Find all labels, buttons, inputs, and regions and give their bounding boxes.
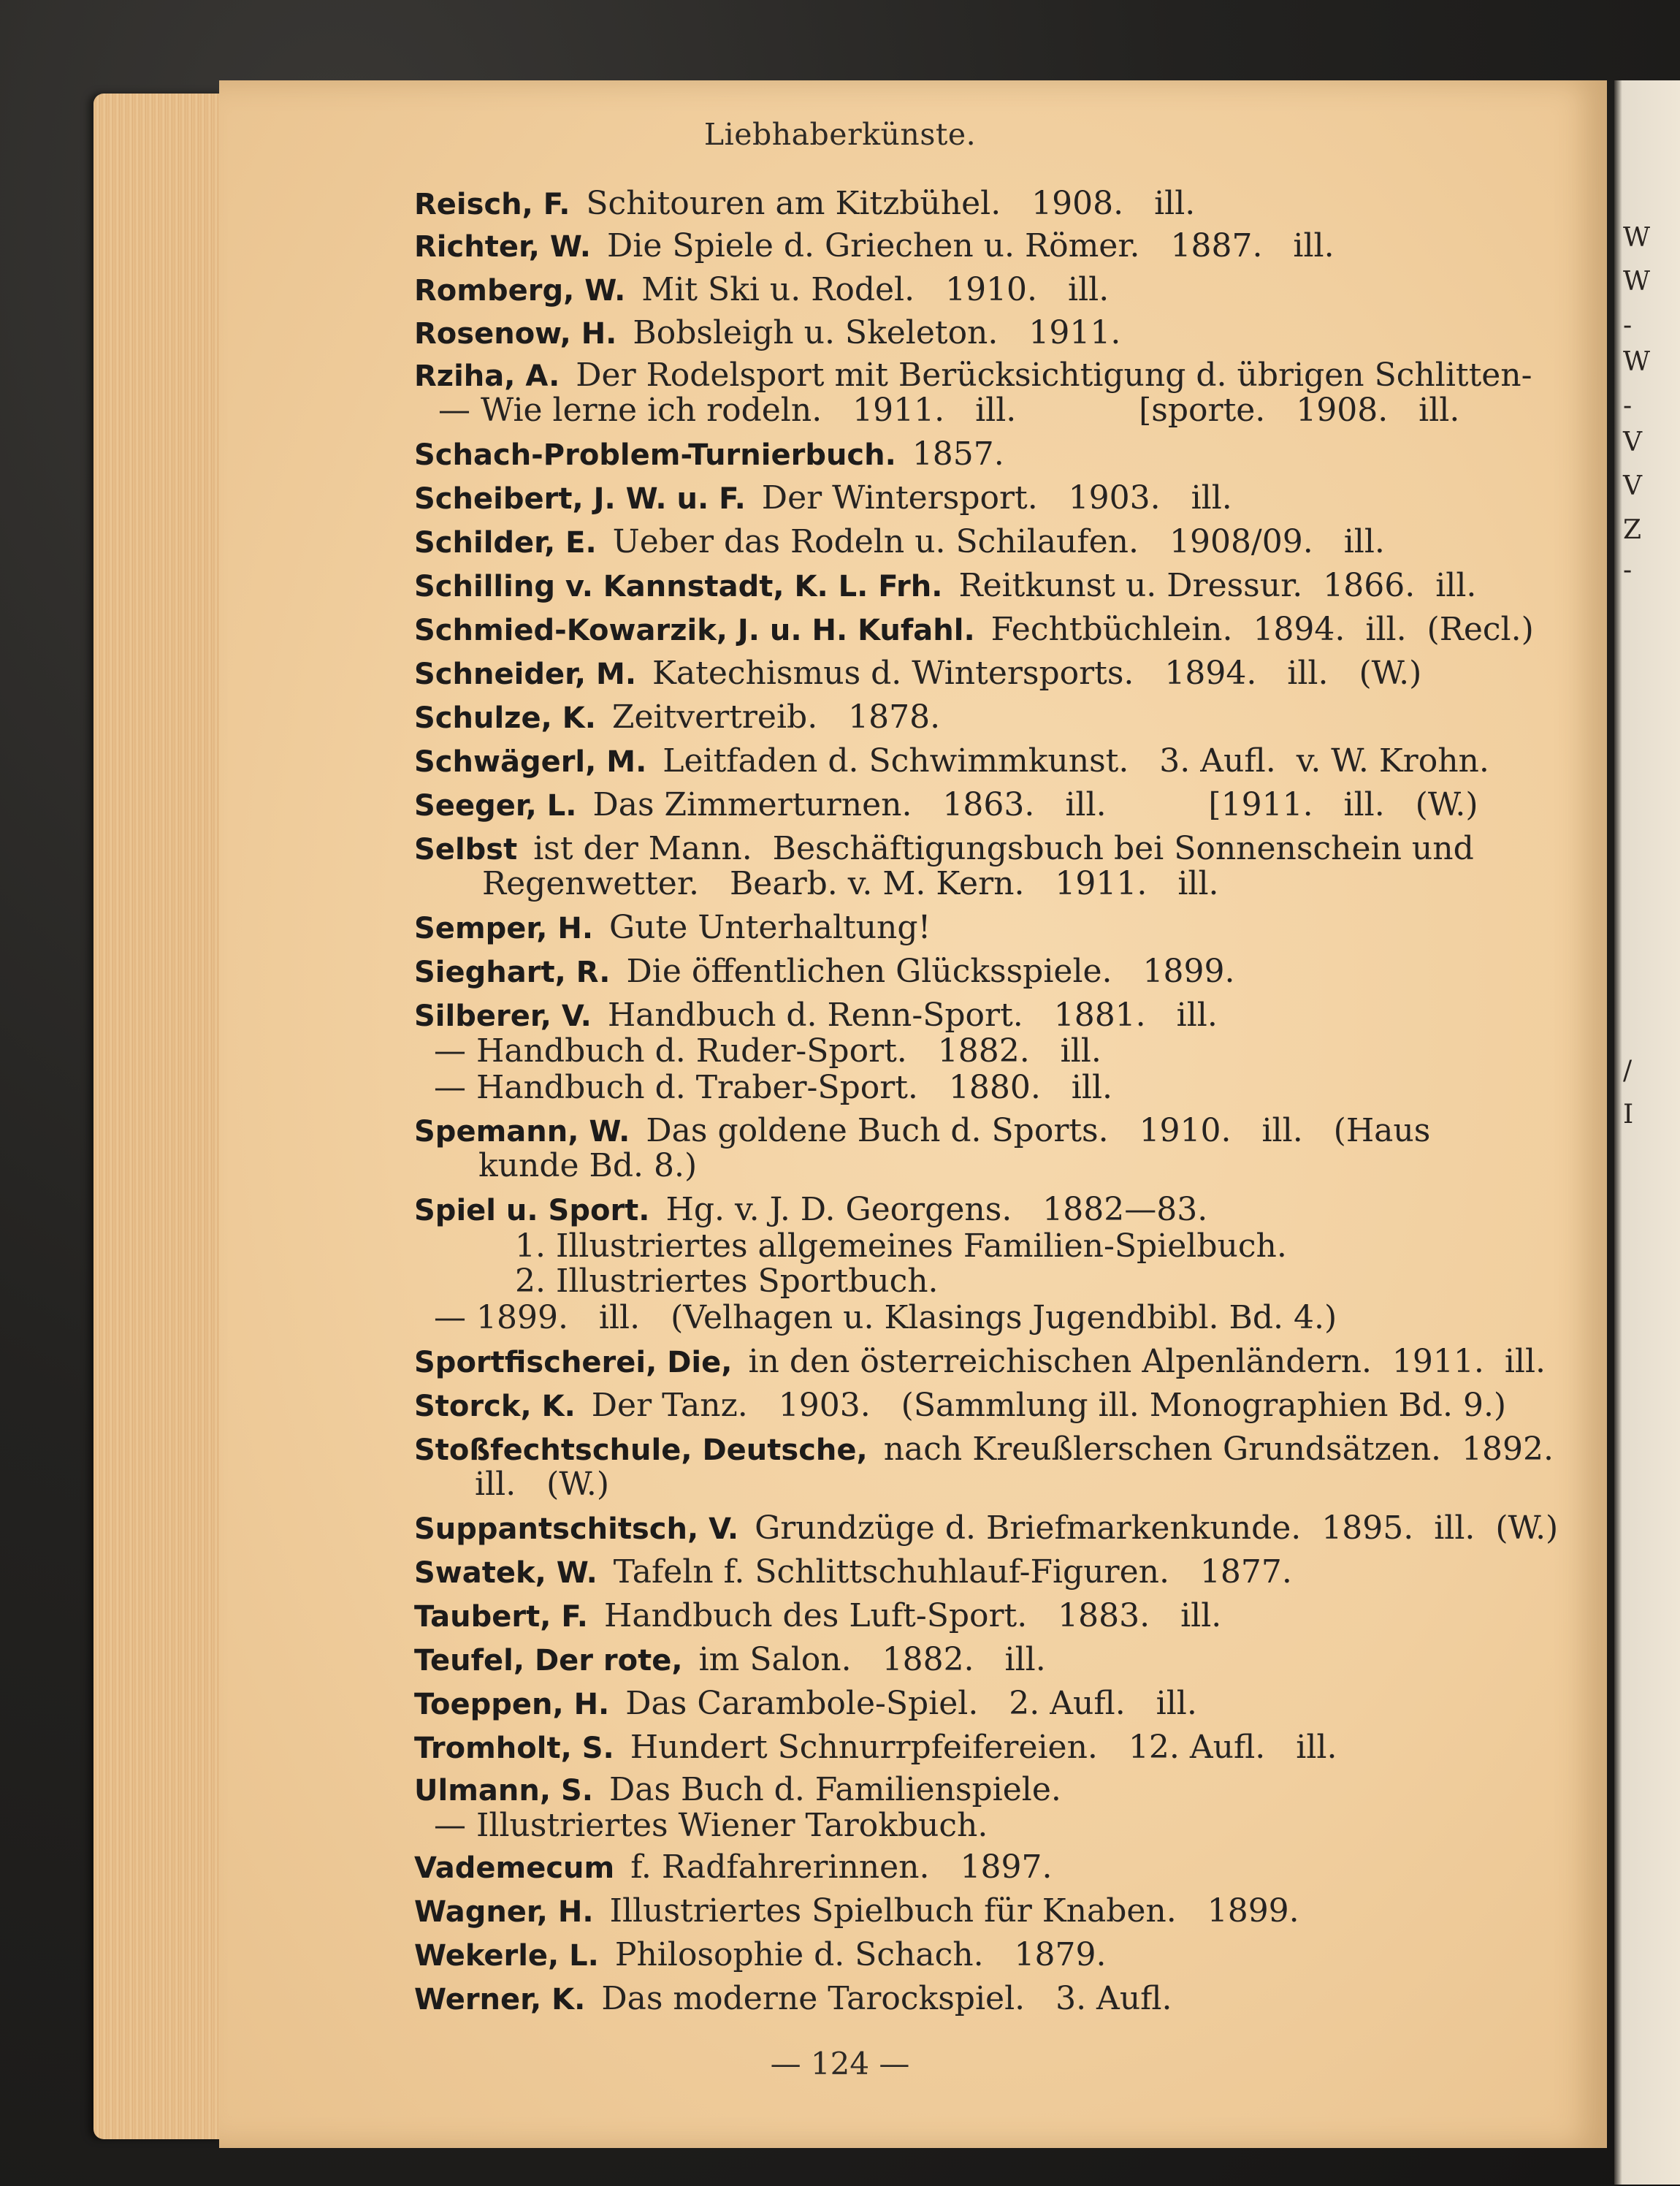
- entry-author: Selbst: [414, 833, 518, 867]
- catalog-entry: [414, 1772, 1061, 1808]
- entry-author: Ulmann, S.: [414, 1774, 593, 1808]
- entry-title: Der Wintersport. 1903. ill.: [761, 479, 1232, 517]
- entry-author: Rosenow, H.: [414, 317, 617, 351]
- next-page-fragment: V: [1623, 427, 1642, 457]
- entry-title: f. Radfahrerinnen. 1897.: [630, 1848, 1053, 1886]
- catalog-entry: [414, 316, 1120, 351]
- catalog-entry: [414, 954, 1234, 990]
- entry-title: Die Spiele d. Griechen u. Römer. 1887. ill.: [606, 227, 1335, 264]
- entry-title: Zeitvertreib. 1878.: [611, 698, 941, 736]
- entry-title: Philosophie d. Schach. 1879.: [614, 1936, 1107, 1973]
- entry-title: Hundert Schnurrpfeifereien. 12. Aufl. ill.: [630, 1729, 1337, 1766]
- next-page-fragment: W: [1623, 223, 1651, 253]
- entry-title: 1857.: [912, 435, 1004, 473]
- catalog-entry: [438, 393, 1459, 428]
- entry-author: Schwägerl, M.: [414, 745, 647, 779]
- entry-title: Mit Ski u. Rodel. 1910. ill.: [641, 271, 1110, 308]
- catalog-entry: [414, 358, 1532, 394]
- catalog-entry: [414, 744, 1489, 780]
- entry-title: Das Carambole-Spiel. 2. Aufl. ill.: [625, 1685, 1197, 1722]
- catalog-entry: [414, 1113, 1430, 1149]
- entry-title: kunde Bd. 8.): [478, 1147, 698, 1184]
- catalog-entry: [414, 831, 1474, 867]
- entry-author: Silberer, V.: [414, 999, 592, 1033]
- catalog-entry: [478, 1149, 697, 1184]
- catalog-entry: [414, 656, 1421, 692]
- next-page-fragment: -: [1623, 555, 1633, 585]
- catalog-entry: [414, 1730, 1337, 1766]
- entry-author: Schach-Problem-Turnierbuch.: [414, 438, 896, 472]
- entry-author: Rziha, A.: [414, 359, 560, 393]
- running-header: Liebhaberkünste.: [703, 117, 977, 152]
- entry-author: Richter, W.: [414, 230, 591, 264]
- catalog-entry: [414, 612, 1534, 648]
- catalog-entry: [414, 788, 1478, 823]
- entry-title: Fechtbüchlein. 1894. ill. (Recl.): [990, 611, 1534, 648]
- entry-author: Reisch, F.: [414, 188, 570, 221]
- entry-title: Der Rodelsport mit Berücksichtigung d. übrigen Schlitten-: [576, 357, 1532, 394]
- catalog-entry: [414, 273, 1109, 308]
- entry-title: Reitkunst u. Dressur. 1866. ill.: [958, 567, 1477, 604]
- next-page-fragment: I: [1623, 1100, 1634, 1130]
- catalog-entry: [414, 1432, 1554, 1468]
- entry-author: Schilling v. Kannstadt, K. L. Frh.: [414, 570, 943, 603]
- next-page-fragment: -: [1623, 311, 1633, 340]
- entry-title: ill. (W.): [475, 1466, 610, 1503]
- entry-title: Bobsleigh u. Skeleton. 1911.: [633, 314, 1121, 351]
- catalog-entry: [414, 1938, 1107, 1973]
- entry-title: Das moderne Tarockspiel. 3. Aufl.: [601, 1980, 1172, 2017]
- entry-title: Das Buch d. Familienspiele.: [608, 1771, 1061, 1808]
- catalog-entry: [414, 910, 931, 946]
- entry-title: Tafeln f. Schlittschuhlauf-Figuren. 1877.: [613, 1553, 1292, 1591]
- entry-title: nach Kreußlerschen Grundsätzen. 1892.: [883, 1431, 1554, 1468]
- entry-title: ist der Mann. Beschäftigungsbuch bei Sonnenschein und: [533, 830, 1474, 867]
- catalog-entry: [414, 1686, 1197, 1722]
- entry-title: 1. Illustriertes allgemeines Familien-Spielbuch.: [515, 1227, 1287, 1265]
- entry-title: Katechismus d. Wintersports. 1894. ill. (W.): [652, 655, 1422, 692]
- entry-title: 2. Illustriertes Sportbuch.: [515, 1263, 939, 1300]
- entry-author: Teufel, Der rote,: [414, 1644, 683, 1677]
- entry-author: Taubert, F.: [414, 1600, 588, 1634]
- entry-author: Seeger, L.: [414, 789, 577, 823]
- entry-author: Stoßfechtschule, Deutsche,: [414, 1433, 868, 1467]
- catalog-entry: [414, 1850, 1052, 1886]
- catalog-entry: [414, 1555, 1292, 1591]
- entry-author: Schulze, K.: [414, 701, 596, 735]
- catalog-entry: [434, 1070, 1112, 1105]
- catalog-entry: [414, 437, 1004, 473]
- entry-author: Schmied-Kowarzik, J. u. H. Kufahl.: [414, 614, 975, 647]
- next-page-fragment: /: [1623, 1056, 1633, 1086]
- catalog-entry: [434, 1808, 988, 1843]
- entry-author: Swatek, W.: [414, 1556, 597, 1590]
- entry-author: Vademecum: [414, 1851, 615, 1885]
- entry-title: — Handbuch d. Ruder-Sport. 1882. ill.: [434, 1032, 1101, 1070]
- entry-title: Die öffentlichen Glücksspiele. 1899.: [626, 953, 1235, 990]
- next-page-fragment: W: [1623, 347, 1651, 377]
- catalog-entry: [414, 1192, 1207, 1228]
- catalog-entry: [414, 1511, 1558, 1547]
- entry-title: Handbuch des Luft-Sport. 1883. ill.: [603, 1597, 1222, 1634]
- entry-author: Suppantschitsch, V.: [414, 1512, 739, 1546]
- catalog-entry: [414, 525, 1385, 560]
- entry-author: Toeppen, H.: [414, 1688, 610, 1721]
- entry-title: Grundzüge d. Briefmarkenkunde. 1895. ill. (W.): [755, 1509, 1559, 1547]
- next-page-fragment: Z: [1623, 515, 1642, 545]
- entry-title: Leitfaden d. Schwimmkunst. 3. Aufl. v. W. Krohn.: [663, 742, 1489, 780]
- entry-author: Spiel u. Sport.: [414, 1194, 650, 1227]
- entry-title: Der Tanz. 1903. (Sammlung ill. Monographien Bd. 9.): [591, 1387, 1507, 1424]
- catalog-entry: [482, 867, 1219, 902]
- entry-author: Semper, H.: [414, 912, 594, 945]
- catalog-entry: [515, 1229, 1287, 1264]
- entry-title: Das goldene Buch d. Sports. 1910. ill. (Haus: [646, 1112, 1431, 1149]
- catalog-entry: [414, 186, 1195, 222]
- catalog-entry: [414, 1642, 1046, 1678]
- entry-author: Tromholt, S.: [414, 1732, 614, 1765]
- catalog-entry: [414, 1599, 1221, 1634]
- entry-author: Sportfischerei, Die,: [414, 1346, 733, 1379]
- entry-author: Wekerle, L.: [414, 1939, 599, 1973]
- catalog-entry: [414, 568, 1476, 604]
- catalog-entry: [414, 1894, 1299, 1930]
- entry-author: Sieghart, R.: [414, 956, 611, 989]
- catalog-entry: [414, 700, 940, 736]
- entry-title: im Salon. 1882. ill.: [698, 1641, 1046, 1678]
- entry-author: Storck, K.: [414, 1390, 576, 1423]
- next-page-fragment: -: [1623, 391, 1633, 421]
- next-page-strip: [1614, 80, 1680, 2185]
- entry-title: — Wie lerne ich rodeln. 1911. ill. [sporte. 1908. ill.: [438, 392, 1460, 429]
- entry-author: Schilder, E.: [414, 526, 597, 560]
- catalog-entry: [475, 1467, 609, 1502]
- entry-author: Schneider, M.: [414, 658, 637, 691]
- entry-title: Hg. v. J. D. Georgens. 1882—83.: [665, 1191, 1208, 1228]
- entry-author: Romberg, W.: [414, 274, 626, 308]
- entry-author: Spemann, W.: [414, 1115, 630, 1149]
- entry-author: Wagner, H.: [414, 1895, 594, 1929]
- catalog-entry: [414, 1388, 1506, 1424]
- catalog-entry: [414, 481, 1232, 517]
- entry-author: Scheibert, J. W. u. F.: [414, 482, 746, 516]
- entry-title: Regenwetter. Bearb. v. M. Kern. 1911. ill.: [482, 865, 1219, 902]
- entry-title: in den österreichischen Alpenländern. 1911. ill.: [748, 1343, 1546, 1380]
- page-number: — 124 —: [770, 2046, 910, 2082]
- entry-title: — Handbuch d. Traber-Sport. 1880. ill.: [434, 1069, 1113, 1106]
- page-stack-edge: [93, 94, 225, 2139]
- entry-title: — Illustriertes Wiener Tarokbuch.: [434, 1807, 988, 1844]
- catalog-entry: [414, 1344, 1546, 1380]
- catalog-entry: [434, 1300, 1337, 1336]
- next-page-fragment: W: [1623, 267, 1651, 297]
- catalog-entry: [414, 1981, 1172, 2017]
- entry-title: Ueber das Rodeln u. Schilaufen. 1908/09. ill.: [612, 523, 1385, 560]
- catalog-entry: [515, 1264, 939, 1299]
- entry-title: Illustriertes Spielbuch für Knaben. 1899.: [609, 1892, 1299, 1930]
- entry-title: Das Zimmerturnen. 1863. ill. [1911. ill. (W.): [592, 786, 1478, 823]
- entry-title: Gute Unterhaltung!: [609, 909, 931, 946]
- catalog-entry: [434, 1034, 1101, 1069]
- catalog-entry: [414, 229, 1335, 264]
- entry-title: — 1899. ill. (Velhagen u. Klasings Jugendbibl. Bd. 4.): [434, 1299, 1337, 1336]
- entry-title: Handbuch d. Renn-Sport. 1881. ill.: [607, 997, 1218, 1034]
- entry-title: Schitouren am Kitzbühel. 1908. ill.: [586, 185, 1196, 222]
- entry-author: Werner, K.: [414, 1983, 586, 2016]
- catalog-entry: [414, 998, 1218, 1034]
- next-page-fragment: V: [1623, 471, 1642, 501]
